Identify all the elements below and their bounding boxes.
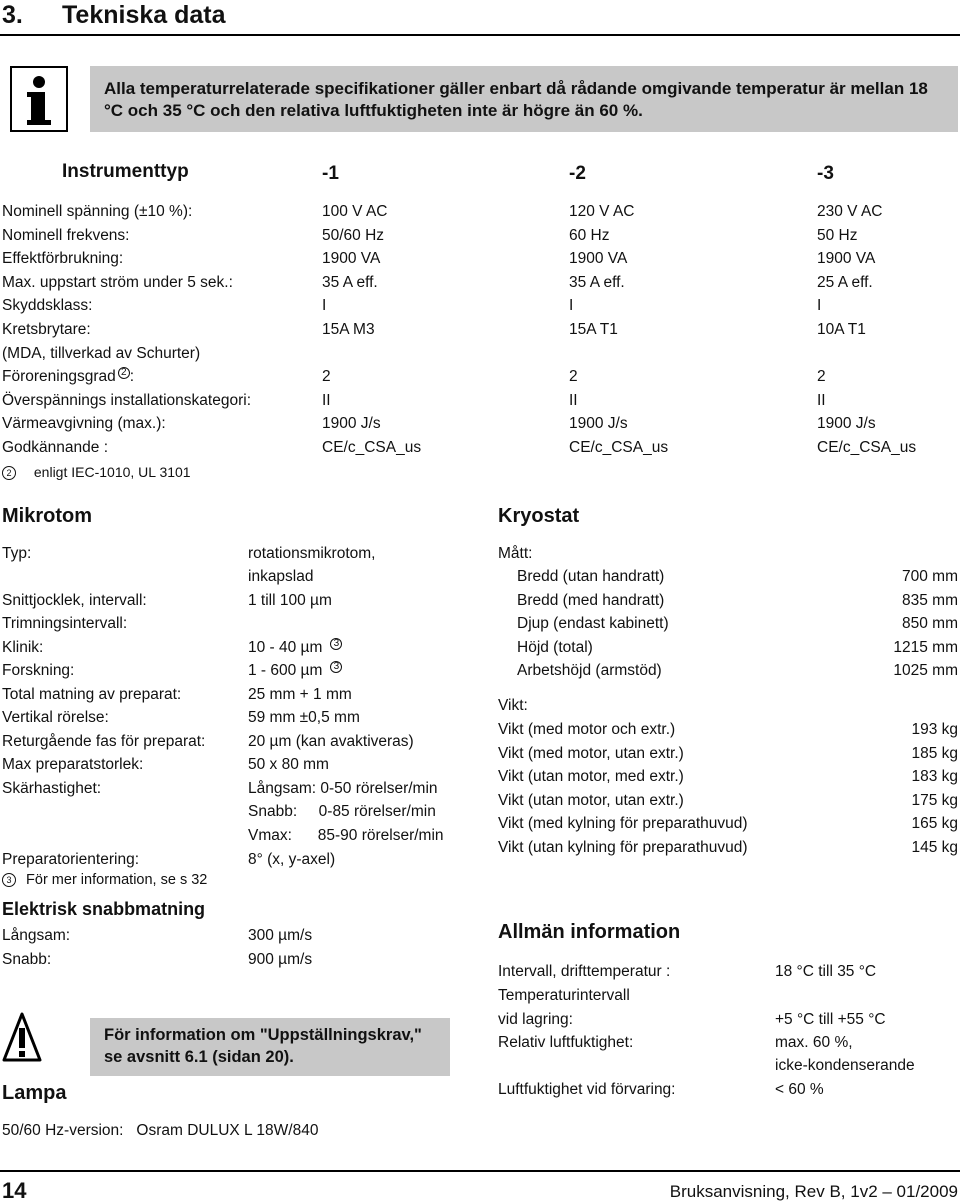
row-value: 1900 J/s [569, 415, 628, 433]
row-label: Max preparatstorlek: [2, 756, 144, 773]
row-value: II [322, 391, 331, 409]
vikt-label: Vikt: [498, 697, 528, 714]
row-label: Luftfuktighet vid förvaring: [498, 1081, 676, 1098]
document-info: Bruksanvisning, Rev B, 1v2 – 01/2009 [669, 1182, 958, 1201]
footnote-marker: 3 [2, 873, 16, 887]
row-label: Överspännings installationskategori: [2, 391, 251, 409]
row-value: 165 kg [911, 815, 958, 833]
row-label: Forskning: [2, 662, 75, 679]
row-value: 15A T1 [569, 321, 618, 338]
row-value: rotationsmikrotom, [248, 545, 376, 562]
row-label: Effektförbrukning: [2, 250, 124, 268]
warning-note-box [90, 1018, 450, 1076]
row-value: 900 µm/s [248, 950, 313, 968]
row-value: II [569, 391, 578, 409]
row-label: Värmeavgivning (max.): [2, 415, 166, 433]
kryostat-title: Kryostat [498, 505, 580, 527]
row-label: Godkännande : [2, 439, 109, 456]
row-value: I [569, 297, 574, 315]
footnote-text: För mer information, se s 32 [26, 872, 208, 888]
row-value: 20 µm (kan avaktiveras) [248, 733, 414, 750]
row-label: Föroreningsgrad 2 : [2, 367, 135, 386]
row-value: I [322, 297, 327, 315]
row-value: CE/c_CSA_us [817, 439, 917, 456]
row-value: 850 mm [902, 615, 958, 633]
row-value: 25 A eff. [817, 273, 873, 291]
matt-label: Mått: [498, 545, 533, 562]
row-value: Långsam: 0-50 rörelser/min [248, 780, 438, 797]
row-value: 1900 VA [817, 250, 876, 268]
row-value: CE/c_CSA_us [322, 439, 422, 456]
row-value: 25 mm + 1 mm [248, 686, 352, 703]
row-value: 50 Hz [817, 226, 858, 244]
warning-icon [2, 1010, 42, 1066]
row-label: Kretsbrytare: [2, 321, 91, 338]
lampa-title: Lampa [2, 1082, 67, 1104]
row-label: Klinik: [2, 639, 44, 656]
row-value: 120 V AC [569, 203, 635, 220]
section-title: Tekniska data [62, 1, 226, 29]
warning-note-text: För information om "Uppställningskrav," se avsnitt 6.1 (sidan 20). [104, 1026, 422, 1066]
row-label: Djup (endast kabinett) [517, 615, 669, 633]
column-header: -3 [817, 163, 834, 184]
row-value: 18 °C till 35 °C [775, 963, 877, 980]
row-label: Långsam: [2, 927, 71, 944]
row-value: 183 kg [911, 768, 958, 786]
row-value: CE/c_CSA_us [569, 439, 669, 456]
row-value: 1900 J/s [817, 415, 876, 433]
row-value: 35 A eff. [569, 273, 625, 291]
row-value: 50 x 80 mm [248, 756, 329, 773]
row-label: Vikt (med kylning för preparathuvud) [498, 815, 748, 833]
row-label: vid lagring: [498, 1011, 573, 1028]
row-label: Nominell frekvens: [2, 226, 130, 244]
lampa-text: 50/60 Hz-version: Osram DULUX L 18W/840 [2, 1122, 319, 1139]
row-value: 230 V AC [817, 203, 883, 220]
row-value: 300 µm/s [248, 927, 313, 944]
row-label: Vertikal rörelse: [2, 709, 109, 726]
footnote-text: enligt IEC-1010, UL 3101 [33, 464, 191, 480]
row-value: inkapslad [248, 568, 314, 585]
row-label: Vikt (utan motor, utan extr.) [498, 791, 684, 809]
row-label: Trimningsintervall: [2, 615, 128, 632]
row-value: 2 [322, 368, 331, 386]
row-value: 835 mm [902, 591, 958, 609]
row-value: < 60 % [775, 1081, 824, 1098]
row-value: 8° (x, y-axel) [248, 851, 336, 868]
row-value: icke-kondenserande [775, 1057, 915, 1074]
row-label: Nominell spänning (±10 %): [2, 203, 193, 220]
row-label: Vikt (med motor och extr.) [498, 721, 676, 738]
instrument-footnote [2, 462, 191, 482]
info-note-box [90, 66, 958, 132]
row-label: Snittjocklek, intervall: [2, 592, 147, 609]
footer-rule [0, 1170, 960, 1172]
row-value: 1 - 600 µm 3 [248, 661, 342, 681]
row-label: Total matning av preparat: [2, 686, 182, 703]
allman-title: Allmän information [498, 921, 681, 943]
row-value: 1900 VA [322, 250, 381, 268]
footnote-ref: 2 [118, 367, 130, 379]
row-label: Skärhastighet: [2, 780, 102, 797]
row-value: 193 kg [911, 721, 958, 738]
row-label: Vikt (utan kylning för preparathuvud) [498, 839, 748, 856]
row-label: Vikt (utan motor, med extr.) [498, 768, 684, 786]
row-value: 175 kg [911, 791, 958, 809]
row-value: 35 A eff. [322, 273, 378, 291]
mikrotom-title: Mikrotom [2, 505, 92, 527]
footnote-marker: 2 [2, 466, 16, 480]
row-label: (MDA, tillverkad av Schurter) [2, 344, 201, 362]
row-value: II [817, 391, 826, 409]
row-value: I [817, 297, 822, 315]
row-value: 10A T1 [817, 321, 866, 338]
row-label: Bredd (utan handratt) [517, 568, 665, 585]
row-value: 10 - 40 µm 3 [248, 638, 342, 658]
page-number: 14 [2, 1178, 27, 1203]
column-header: -1 [322, 163, 339, 184]
snabbmatning-title: Elektrisk snabbmatning [2, 899, 206, 919]
column-header: -2 [569, 163, 586, 184]
instrument-header: Instrumenttyp [62, 161, 189, 182]
row-label: Returgående fas för preparat: [2, 733, 206, 750]
row-value: 50/60 Hz [322, 226, 385, 244]
section-number: 3. [2, 1, 23, 29]
row-label: Höjd (total) [517, 638, 593, 656]
row-label: Typ: [2, 545, 32, 562]
row-value: 2 [569, 368, 578, 386]
row-label: Snabb: [2, 950, 52, 968]
row-value: 145 kg [911, 839, 958, 856]
row-value: 1900 VA [569, 250, 628, 268]
row-value: 100 V AC [322, 203, 388, 220]
row-value: 1 till 100 µm [248, 592, 332, 609]
row-value: 1025 mm [893, 662, 958, 680]
row-label: Arbetshöjd (armstöd) [517, 662, 662, 680]
row-label: Skyddsklass: [2, 297, 93, 315]
row-value: 2 [817, 368, 826, 386]
row-value: 59 mm ±0,5 mm [248, 709, 360, 726]
row-value: 1215 mm [893, 638, 958, 656]
row-value: 15A M3 [322, 321, 375, 338]
row-value: Vmax: 85-90 rörelser/min [248, 827, 444, 844]
row-label: Intervall, drifttemperatur : [498, 963, 671, 980]
row-value: Snabb: 0-85 rörelser/min [248, 803, 436, 820]
footnote-ref: 3 [330, 638, 342, 650]
row-label: Vikt (med motor, utan extr.) [498, 744, 684, 762]
row-value: 1900 J/s [322, 415, 381, 433]
info-note-text: Alla temperaturrelaterade specifikationer gäller enbart då rådande omgivande temperatur är mellan 18 °C och 35 °C och den relativa luftfuktigheten inte är högre än 60 %. [104, 79, 928, 120]
footnote-ref: 3 [330, 661, 342, 673]
row-value: +5 °C till +55 °C [775, 1011, 886, 1028]
row-value: max. 60 %, [775, 1034, 853, 1051]
row-value: 60 Hz [569, 226, 610, 244]
row-label: Preparatorientering: [2, 851, 139, 868]
row-label: Bredd (med handratt) [517, 591, 665, 609]
header-rule [0, 34, 960, 36]
row-value: 700 mm [902, 568, 958, 585]
info-icon [10, 66, 68, 132]
mikrotom-footnote [2, 870, 207, 890]
row-label: Relativ luftfuktighet: [498, 1034, 634, 1051]
row-value: 185 kg [911, 744, 958, 762]
row-label: Max. uppstart ström under 5 sek.: [2, 273, 233, 291]
row-label: Temperaturintervall [498, 987, 630, 1004]
